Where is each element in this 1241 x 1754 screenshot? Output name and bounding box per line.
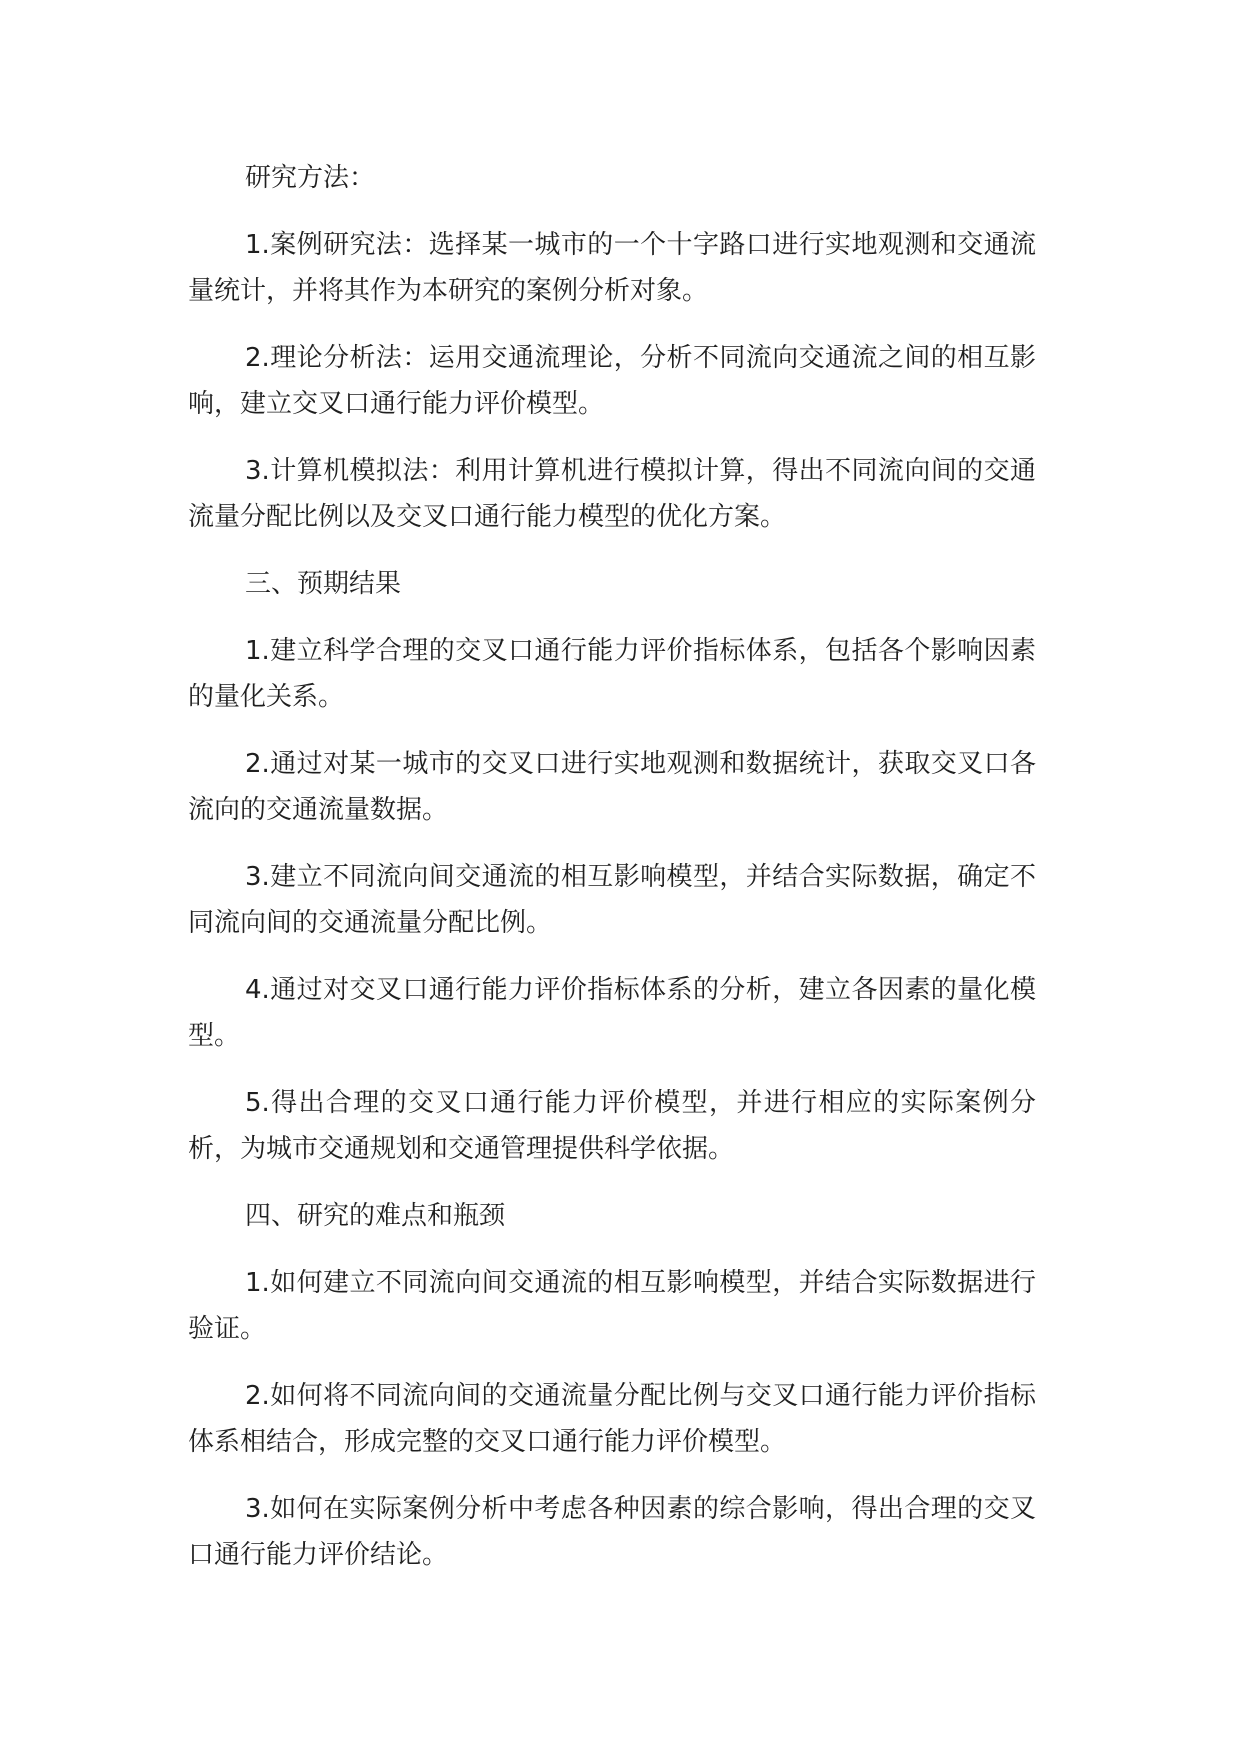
paragraph-result-4: 4.通过对交叉口通行能力评价指标体系的分析，建立各因素的量化模型。 (188, 975, 1036, 1051)
paragraph-result-2: 2.通过对某一城市的交叉口进行实地观测和数据统计，获取交叉口各流向的交通流量数据。 (188, 749, 1036, 825)
paragraph-method-1: 1.案例研究法：选择某一城市的一个十字路口进行实地观测和交通流量统计，并将其作为本研究的案例分析对象。 (188, 230, 1036, 306)
paragraph-method-3: 3.计算机模拟法：利用计算机进行模拟计算，得出不同流向间的交通流量分配比例以及交叉口通行能力模型的优化方案。 (188, 456, 1036, 532)
paragraph-difficulty-1: 1.如何建立不同流向间交通流的相互影响模型，并结合实际数据进行验证。 (188, 1268, 1036, 1344)
paragraph-difficulty-2: 2.如何将不同流向间的交通流量分配比例与交叉口通行能力评价指标体系相结合，形成完整的交叉口通行能力评价模型。 (188, 1381, 1036, 1457)
document-body (188, 155, 1036, 1599)
paragraph-result-5: 5.得出合理的交叉口通行能力评价模型，并进行相应的实际案例分析，为城市交通规划和交通管理提供科学依据。 (188, 1088, 1036, 1164)
paragraph-difficulty-3: 3.如何在实际案例分析中考虑各种因素的综合影响，得出合理的交叉口通行能力评价结论。 (188, 1494, 1036, 1570)
paragraph-method-2: 2.理论分析法：运用交通流理论，分析不同流向交通流之间的相互影响，建立交叉口通行能力评价模型。 (188, 343, 1036, 419)
paragraph-result-1: 1.建立科学合理的交叉口通行能力评价指标体系，包括各个影响因素的量化关系。 (188, 636, 1036, 712)
paragraph-result-3: 3.建立不同流向间交通流的相互影响模型，并结合实际数据，确定不同流向间的交通流量分配比例。 (188, 862, 1036, 938)
section-heading-expected-results: 三、预期结果 (245, 569, 402, 599)
section-heading-difficulties: 四、研究的难点和瓶颈 (245, 1201, 506, 1231)
section-heading-methods: 研究方法： (245, 163, 376, 193)
